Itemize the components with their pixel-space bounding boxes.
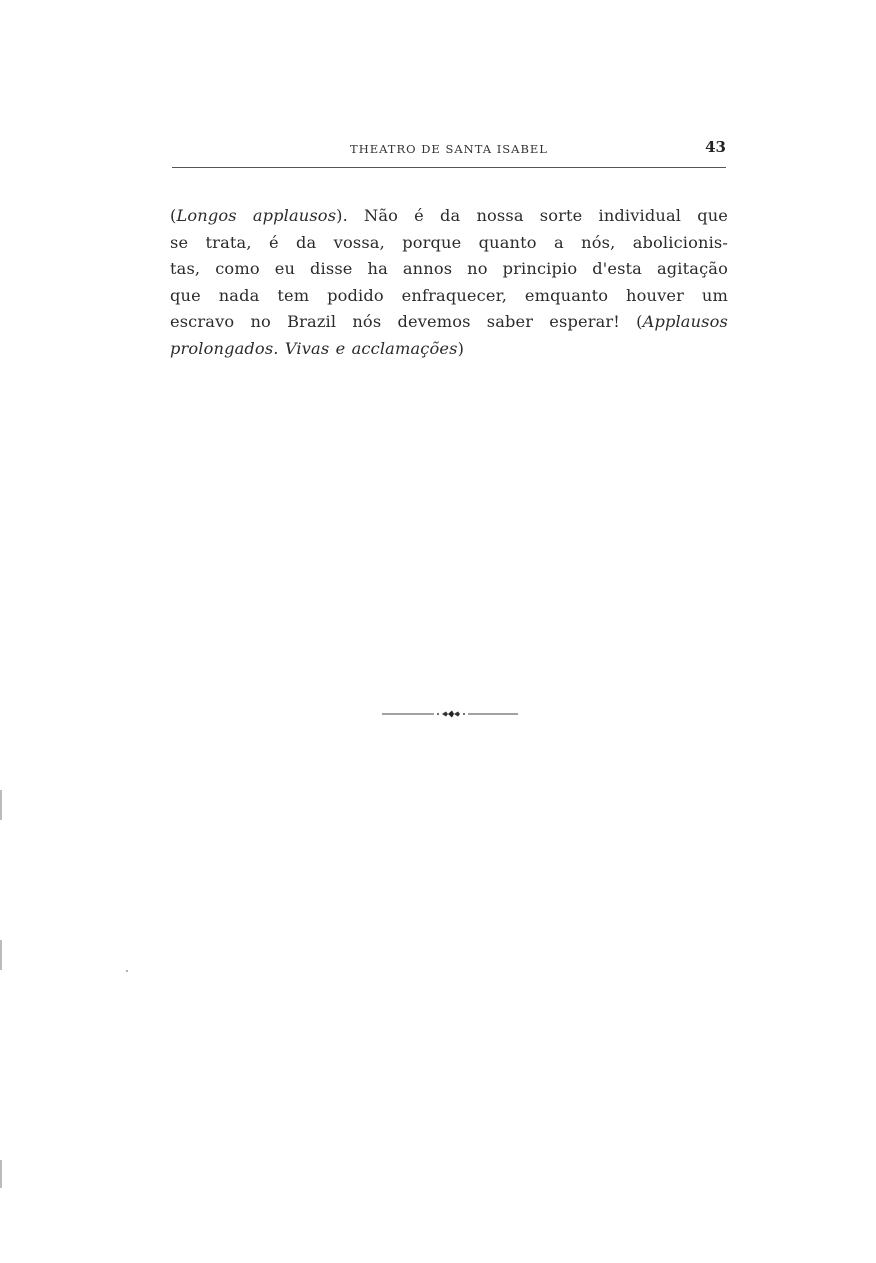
italic-stage-direction: Applausos xyxy=(642,312,728,332)
text-segment: se trata, é da vossa, porque quanto a nós, abolicionis- xyxy=(170,232,728,252)
running-head xyxy=(172,138,726,162)
italic-stage-direction: Longos applausos xyxy=(176,206,337,225)
scan-edge-mark xyxy=(0,1160,2,1188)
text-line-1 xyxy=(170,203,728,230)
text-segment: tas, como eu disse ha annos no principio d'esta agitação xyxy=(170,259,728,279)
text-segment: ). Não é da nossa sorte individual que xyxy=(336,206,729,225)
italic-stage-direction: prolongados. Vivas e acclamações xyxy=(170,338,458,358)
ornament-rule-icon xyxy=(382,704,518,724)
text-line-3 xyxy=(170,256,728,283)
paper-speck xyxy=(126,970,128,972)
text-line-6 xyxy=(170,336,728,363)
body-paragraph xyxy=(170,203,728,363)
text-line-4 xyxy=(170,283,728,310)
text-segment: ( xyxy=(170,206,177,225)
page-number: 43 xyxy=(705,138,726,156)
scan-edge-mark xyxy=(0,940,2,970)
section-end-ornament xyxy=(382,704,518,724)
text-segment: ) xyxy=(457,338,465,358)
text-line-5 xyxy=(170,309,728,336)
running-head-title: THEATRO DE SANTA ISABEL xyxy=(350,142,548,156)
header-rule xyxy=(172,167,726,168)
text-segment: escravo no Brazil nós devemos saber esperar! ( xyxy=(170,312,643,332)
scan-edge-mark xyxy=(0,790,2,820)
text-segment: que nada tem podido enfraquecer, emquanto houver um xyxy=(170,285,728,305)
text-line-2 xyxy=(170,230,728,257)
